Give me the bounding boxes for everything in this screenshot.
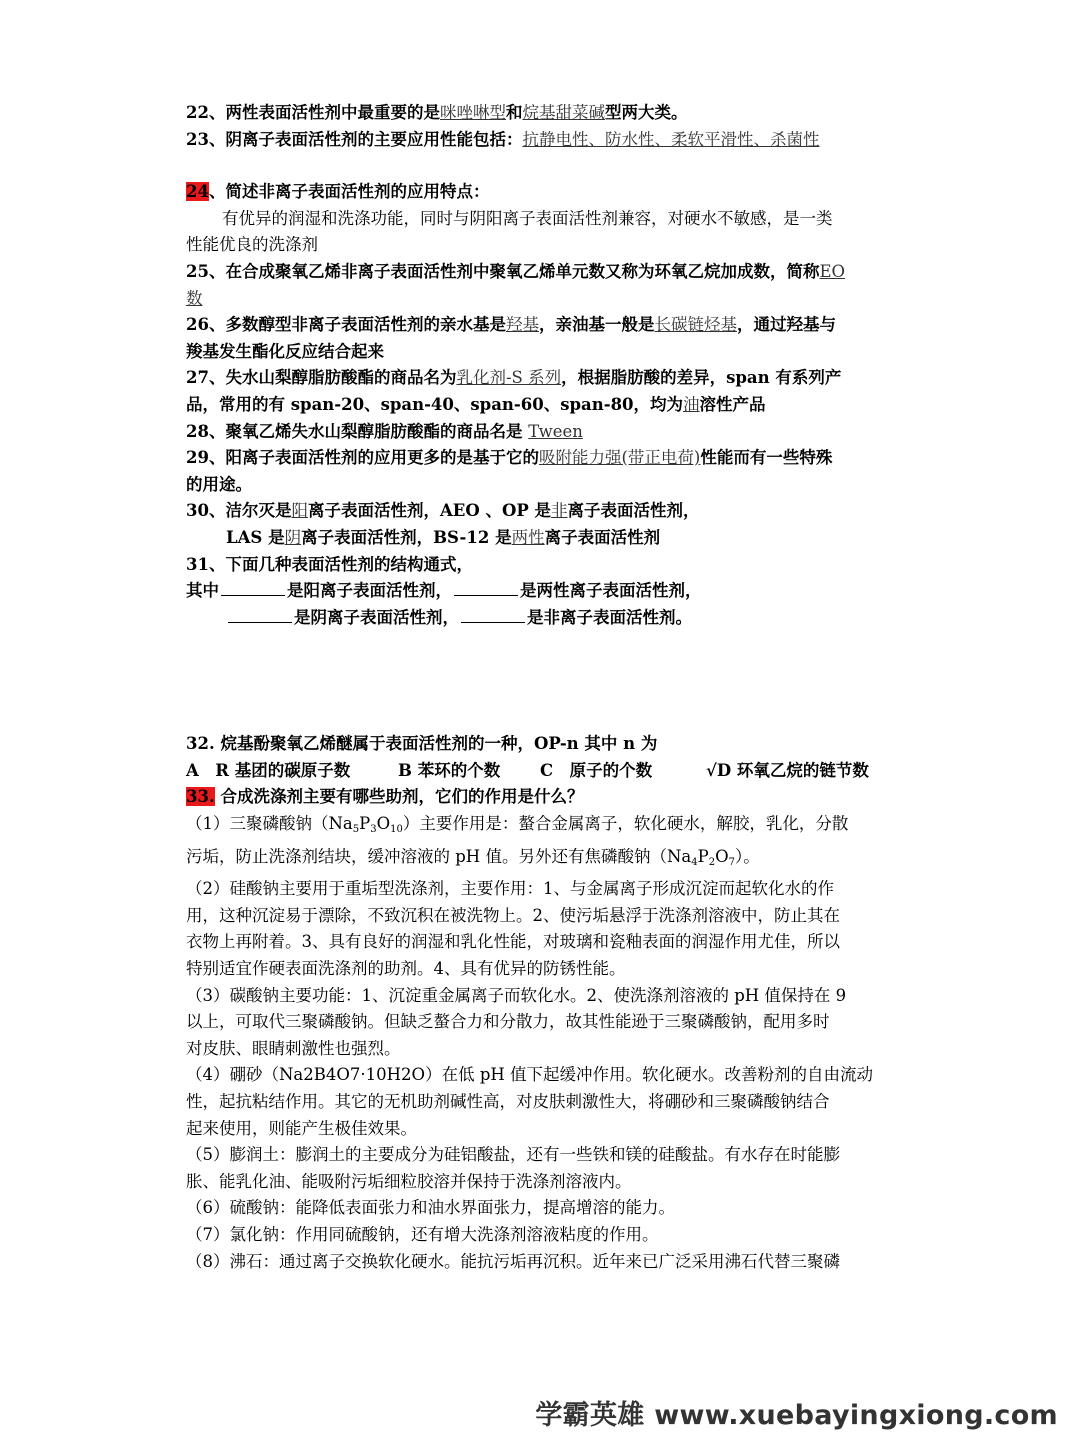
document-page — [186, 100, 906, 1275]
question-29-line2: 的用途。 — [186, 474, 252, 494]
answer-24-line2: 性能优良的洗涤剂 — [186, 235, 318, 255]
answer-33-item3-line3: 对皮肤、眼睛刺激性也强烈。 — [186, 1038, 401, 1058]
option-d: √D 环氧乙烷的链节数 — [706, 760, 869, 780]
question-32-options — [186, 758, 906, 785]
answer-33-item1-line2: 污垢，防止洗涤剂结块，缓冲溶液的 pH 值。另外还有焦磷酸钠$(Na_4P_2O_7)$。 — [186, 846, 760, 868]
question-24: 24、简述非离子表面活性剂的应用特点： — [186, 182, 490, 202]
question-30-line2: LAS 是阴离子表面活性剂，BS-12 是两性离子表面活性剂 — [226, 527, 661, 547]
question-32: 32. 烷基酚聚氧乙烯醚属于表面活性剂的一种，OP-n 其中 n 为 — [186, 734, 658, 754]
question-23: 23、阴离子表面活性剂的主要应用性能包括：抗静电性、防水性、柔软平滑性、杀菌性 — [186, 129, 820, 149]
question-22: 22、两性表面活性剂中最重要的是咪唑啉型和烷基甜菜碱型两大类。 — [186, 103, 688, 122]
answer-33-item3-line1: （3）碳酸钠主要功能：1、沉淀重金属离子而软化水。2、使洗涤剂溶液的 pH 值保持在 9 — [186, 985, 847, 1005]
answer-33-item4-line3: 起来使用，则能产生极佳效果。 — [186, 1118, 417, 1138]
answer-blank[interactable] — [221, 579, 285, 596]
answer-33-item8: （8）沸石：通过离子交换软化硬水。能抗污垢再沉积。近年来已广泛采用沸石代替三聚磷 — [186, 1251, 840, 1271]
option-a: A R 基团的碳原子数 — [186, 760, 351, 780]
highlight-mark: 24 — [186, 182, 209, 202]
question-28: 28、聚氧乙烯失水山梨醇脂肪酸酯的商品名是 Tween — [186, 421, 583, 441]
answer-33-item4-line2: 性，起抗粘结作用。其它的无机助剂碱性高，对皮肤刺激性大，将硼砂和三聚磷酸钠结合 — [186, 1092, 830, 1111]
question-25-line2: 数 — [186, 288, 203, 308]
question-30: 30、洁尔灭是阳离子表面活性剂，AEO 、OP 是非离子表面活性剂， — [186, 501, 700, 521]
highlight-mark: 33. — [186, 787, 215, 807]
question-27-line2: 品，常用的有 span-20、span-40、span-60、span-80，均为油溶性产品 — [186, 394, 766, 414]
option-c: C 原子的个数 — [540, 760, 653, 780]
answer-24-line1: 有优异的润湿和洗涤功能，同时与阴阳离子表面活性剂兼容，对硬水不敏感，是一类 — [222, 208, 833, 228]
answer-blank[interactable] — [454, 579, 518, 596]
answer-33-item3-line2: 以上，可取代三聚磷酸钠。但缺乏螯合力和分散力，故其性能逊于三聚磷酸钠，配用多时 — [186, 1012, 830, 1032]
answer-33-item7: （7）氯化钠：作用同硫酸钠，还有增大洗涤剂溶液粘度的作用。 — [186, 1224, 659, 1244]
answer-blank[interactable] — [228, 606, 292, 623]
question-27: 27、失水山梨醇脂肪酸酯的商品名为乳化剂-S 系列，根据脂肪酸的差异，span 有系列产 — [186, 368, 842, 388]
option-b: B 苯环的个数 — [398, 760, 501, 780]
question-29: 29、阳离子表面活性剂的应用更多的是基于它的吸附能力强(带正电荷)性能而有一些特殊 — [186, 448, 833, 468]
answer-33-item2-line3: 衣物上再附着。3、具有良好的润湿和乳化性能，对玻璃和瓷釉表面的润湿作用尤佳，所以 — [186, 932, 840, 952]
answer-33-item2-line4: 特别适宜作硬表面洗涤剂的助剂。4、具有优异的防锈性能。 — [186, 959, 626, 979]
question-31: 31、下面几种表面活性剂的结构通式， — [186, 554, 473, 574]
answer-33-item5-line2: 胀、能乳化油、能吸附污垢细粒胶溶并保持于洗涤剂溶液内。 — [186, 1171, 632, 1191]
question-25: 25、在合成聚氧乙烯非离子表面活性剂中聚氧乙烯单元数又称为环氧乙烷加成数，简称EO — [186, 261, 846, 281]
question-26-line2: 羧基发生酯化反应结合起来 — [186, 341, 384, 361]
answer-blank[interactable] — [461, 606, 525, 623]
answer-33-item2-line1: （2）硅酸钠主要用于重垢型洗涤剂，主要作用：1、与金属离子形成沉淀而起软化水的作 — [186, 879, 834, 899]
watermark-footer: 学霸英雄 www.xuebayingxiong.com — [535, 1400, 1058, 1431]
question-33: 33. 合成洗涤剂主要有哪些助剂，它们的作用是什么？ — [186, 787, 584, 807]
answer-33-item5-line1: （5）膨润土：膨润土的主要成分为硅铝酸盐，还有一些铁和镁的硅酸盐。有水存在时能膨 — [186, 1145, 840, 1165]
question-26: 26、多数醇型非离子表面活性剂的亲水基是羟基，亲油基一般是长碳链烃基，通过羟基与 — [186, 315, 836, 335]
answer-33-item6: （6）硫酸钠：能降低表面张力和油水界面张力，提高增溶的能力。 — [186, 1198, 675, 1218]
question-31-line2: 是阴离子表面活性剂， 是非离子表面活性剂。 — [186, 605, 906, 632]
question-31-line1: 其中 是阳离子表面活性剂， 是两性离子表面活性剂， — [186, 581, 702, 601]
answer-33-item1-line1: （1）三聚磷酸钠$(Na_5P_3O_{10})$主要作用是：螯合金属离子，软化硬水，解胶，乳化，分散 — [186, 814, 849, 836]
answer-33-item4-line1: （4）硼砂（Na2B4O7·10H2O）在低 pH 值下起缓冲作用。软化硬水。改善粉剂的自由流动 — [186, 1065, 874, 1085]
answer-33-item2-line2: 用，这种沉淀易于漂除，不致沉积在被洗物上。2、使污垢悬浮于洗涤剂溶液中，防止其在 — [186, 905, 840, 925]
